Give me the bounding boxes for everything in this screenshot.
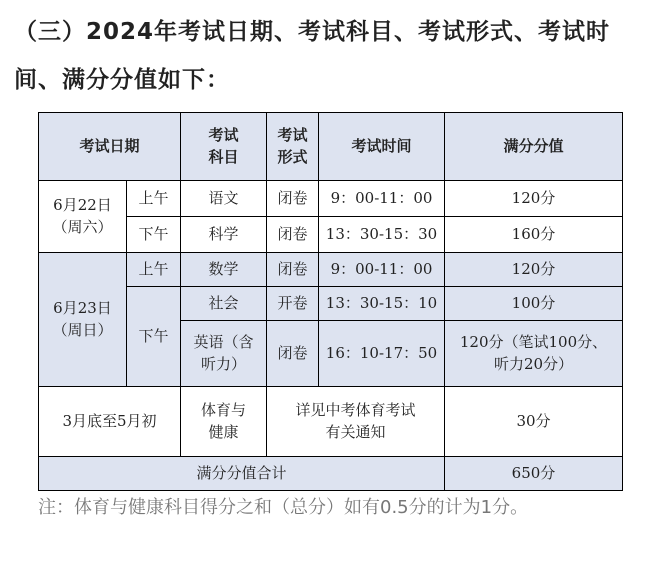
exam-schedule-table [38,112,623,491]
header-score: 满分分值 [445,113,623,181]
table-row [39,287,623,321]
header-time: 考试时间 [319,113,445,181]
day1-am-time: 9：00-11：00 [319,181,445,217]
total-label: 满分分值合计 [39,457,445,491]
day1-am-form: 闭卷 [267,181,319,217]
header-form: 考试 形式 [267,113,319,181]
day2-date: 6月23日 （周日） [39,253,127,387]
day1-pm-time: 13：30-15：30 [319,217,445,253]
day2-pm2-subject: 英语（含 听力） [181,321,267,387]
day2-pm1-score: 100分 [445,287,623,321]
day1-am-subject: 语文 [181,181,267,217]
total-row [39,457,623,491]
table-row [39,217,623,253]
pe-date: 3月底至5月初 [39,387,181,457]
footnote: 注：体育与健康科目得分之和（总分）如有0.5分的计为1分。 [38,497,529,518]
day2-am-time: 9：00-11：00 [319,253,445,287]
total-score: 650分 [445,457,623,491]
pe-score: 30分 [445,387,623,457]
day2-am-score: 120分 [445,253,623,287]
day2-pm2-form: 闭卷 [267,321,319,387]
day1-pm-subject: 科学 [181,217,267,253]
header-date: 考试日期 [39,113,181,181]
header-subject: 考试 科目 [181,113,267,181]
day1-pm-period: 下午 [127,217,181,253]
table-row [39,387,623,457]
day1-date: 6月22日 （周六） [39,181,127,253]
section-heading: （三）2024年考试日期、考试科目、考试形式、考试时间、满分分值如下： [14,19,611,93]
day2-pm-period: 下午 [127,287,181,387]
day2-pm1-subject: 社会 [181,287,267,321]
table-row [39,181,623,217]
table-header-row [39,113,623,181]
table-row [39,253,623,287]
day2-pm2-score: 120分（笔试100分、 听力20分） [445,321,623,387]
day1-am-score: 120分 [445,181,623,217]
day2-pm1-form: 开卷 [267,287,319,321]
pe-detail: 详见中考体育考试 有关通知 [267,387,445,457]
day1-am-period: 上午 [127,181,181,217]
day2-pm2-time: 16：10-17：50 [319,321,445,387]
day2-am-subject: 数学 [181,253,267,287]
day2-pm1-time: 13：30-15：10 [319,287,445,321]
day1-pm-score: 160分 [445,217,623,253]
day2-am-form: 闭卷 [267,253,319,287]
day2-am-period: 上午 [127,253,181,287]
day1-pm-form: 闭卷 [267,217,319,253]
pe-subject: 体育与 健康 [181,387,267,457]
